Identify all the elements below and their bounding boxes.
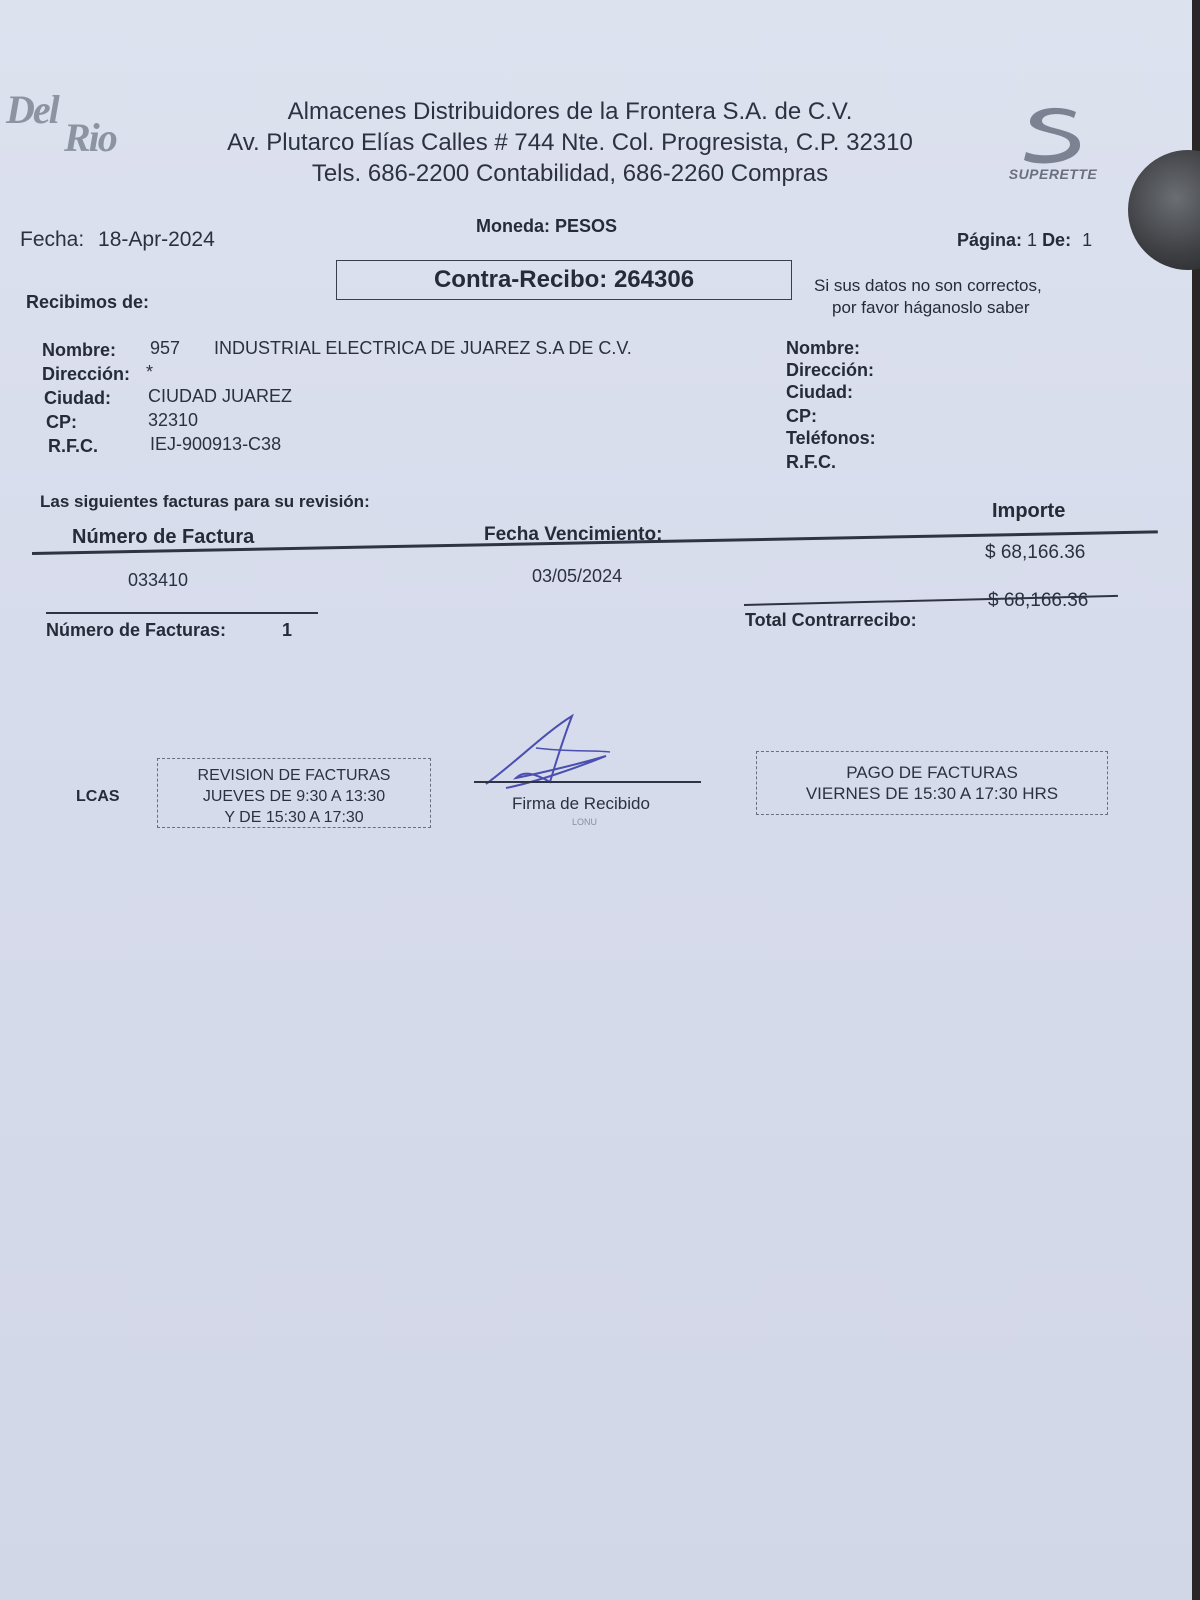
de-value: 1: [1082, 230, 1093, 250]
pago-line1: PAGO DE FACTURAS: [846, 763, 1018, 782]
firma-small-text: LONU: [572, 817, 598, 827]
ciudad-label: Ciudad:: [44, 388, 111, 408]
de-label: De:: [1042, 230, 1072, 250]
rfc-label: R.F.C.: [48, 436, 99, 456]
pagina-row: [957, 230, 1092, 251]
superette-text: SUPERETTE: [1008, 166, 1098, 182]
direccion-label: Dirección:: [42, 364, 131, 384]
revision-box: [157, 758, 431, 828]
rfc-value: IEJ-900913-C38: [150, 434, 282, 454]
right-nombre-label: Nombre:: [786, 338, 861, 358]
count-label: Número de Facturas:: [46, 620, 227, 640]
superette-s-icon: [1018, 104, 1088, 166]
invoices-intro: Las siguientes facturas para su revisión:: [40, 492, 370, 511]
total-value: $ 68,166.36: [988, 590, 1089, 611]
signature-scribble: [476, 712, 626, 792]
revision-line1: REVISION DE FACTURAS: [197, 767, 391, 784]
cp-value: 32310: [148, 410, 199, 430]
invoice-numero: 033410: [128, 570, 189, 590]
count-rule: [46, 612, 318, 614]
moneda-value: PESOS: [555, 216, 618, 236]
revision-line3: Y DE 15:30 A 17:30: [224, 809, 364, 826]
pagina-value: 1: [1027, 230, 1038, 250]
contra-recibo-box: Contra-Recibo: 264306: [336, 260, 792, 300]
company-phones: Tels. 686-2200 Contabilidad, 686-2260 Compras: [311, 160, 829, 187]
fecha-label: Fecha:: [20, 228, 85, 251]
right-rfc-label: R.F.C.: [786, 452, 837, 472]
pago-line2: VIERNES DE 15:30 A 17:30 HRS: [805, 784, 1059, 803]
col-numero-header: Número de Factura: [72, 526, 255, 548]
logo-left-line1: Del: [6, 87, 58, 132]
lcas-label: LCAS: [76, 788, 120, 805]
invoice-importe: $ 68,166.36: [985, 542, 1086, 563]
cp-label: CP:: [46, 412, 77, 432]
right-direccion-label: Dirección:: [786, 360, 875, 380]
recibimos-label: Recibimos de:: [26, 292, 150, 312]
revision-line2: JUEVES DE 9:30 A 13:30: [202, 788, 386, 805]
company-address: Av. Plutarco Elías Calles # 744 Nte. Col. Progresista, C.P. 32310: [227, 129, 913, 156]
nombre-code: 957: [150, 338, 181, 358]
logo-left-line2: Rio: [64, 115, 116, 160]
fecha-value: 18-Apr-2024: [98, 228, 215, 251]
pagina-label: Página:: [957, 230, 1023, 250]
moneda-label: Moneda:: [476, 216, 550, 236]
company-name: Almacenes Distribuidores de la Frontera S.A. de C.V.: [287, 98, 853, 125]
right-cp-label: CP:: [786, 406, 817, 426]
right-telefonos-label: Teléfonos:: [786, 428, 876, 448]
invoice-fecha: 03/05/2024: [532, 566, 623, 586]
right-ciudad-label: Ciudad:: [786, 382, 853, 402]
nombre-label: Nombre:: [42, 340, 117, 360]
col-fecha-header: Fecha Vencimiento:: [484, 524, 663, 545]
count-value: 1: [282, 620, 293, 640]
direccion-value: *: [146, 362, 154, 382]
total-label: Total Contrarrecibo:: [745, 610, 917, 630]
superette-logo: [998, 104, 1108, 188]
notice-line2: por favor háganoslo saber: [832, 298, 1030, 317]
col-importe-header: Importe: [992, 500, 1066, 522]
del-rio-logo: [6, 87, 156, 160]
nombre-value: INDUSTRIAL ELECTRICA DE JUAREZ S.A DE C.V.: [214, 338, 632, 358]
fecha-row: [20, 228, 215, 252]
signature-rule: [474, 781, 701, 783]
pago-box: [756, 751, 1108, 815]
firma-label: Firma de Recibido: [512, 794, 650, 813]
notice-line1: Si sus datos no son correctos,: [814, 276, 1042, 295]
moneda-row: [476, 216, 617, 237]
ciudad-value: CIUDAD JUAREZ: [148, 386, 293, 406]
